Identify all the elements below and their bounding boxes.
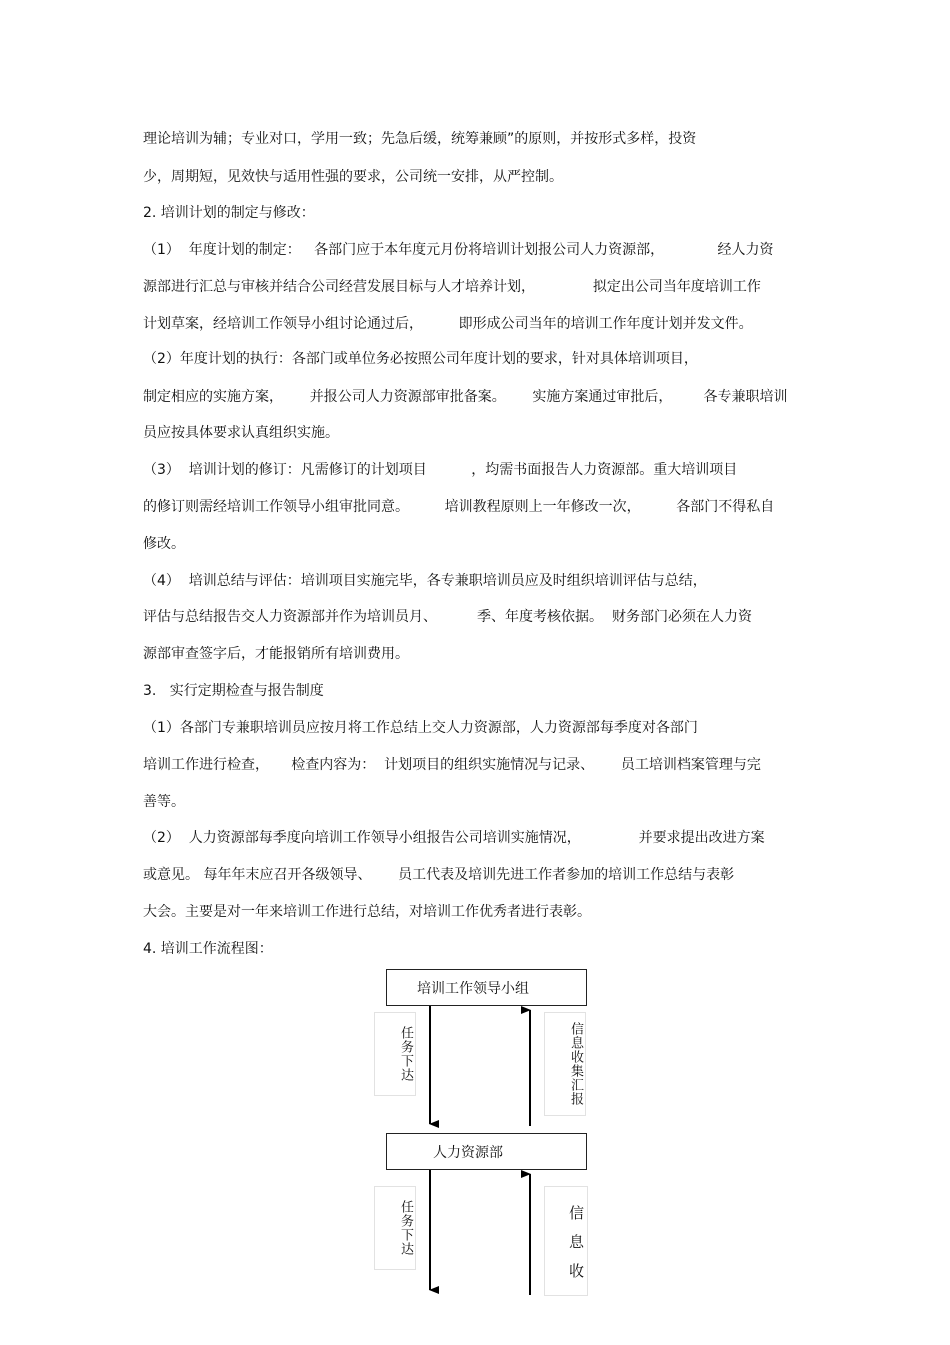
paragraph-line: 评估与总结报告交人力资源部并作为培训员月、 季、年度考核依据。 财务部门必须在人力资 xyxy=(143,609,752,625)
label-info-report-2: 信息收 xyxy=(544,1186,588,1296)
paragraph-line: （3） 培训计划的修订：凡需修订的计划项目 ，均需书面报告人力资源部。重大培训项目 xyxy=(143,462,738,478)
paragraph-line: （2）年度计划的执行：各部门或单位务必按照公司年度计划的要求，针对具体培训项目， xyxy=(143,351,698,367)
paragraph-line: 修改。 xyxy=(143,536,185,552)
box-middle-label: 人力资源部 xyxy=(433,1144,503,1161)
paragraph-line: 制定相应的实施方案， 并报公司人力资源部审批备案。 实施方案通过审批后， 各专兼职培训 xyxy=(143,389,788,405)
label-task-assign-1: 任务下达 xyxy=(374,1012,416,1096)
paragraph-line: （4） 培训总结与评估：培训项目实施完毕，各专兼职培训员应及时组织培训评估与总结， xyxy=(143,573,707,589)
paragraph-line: 计划草案，经培训工作领导小组讨论通过后， 即形成公司当年的培训工作年度计划并发文件。 xyxy=(143,316,753,332)
section-heading: 4. 培训工作流程图： xyxy=(143,941,273,957)
paragraph-line: （2） 人力资源部每季度向培训工作领导小组报告公司培训实施情况， 并要求提出改进方案 xyxy=(143,830,765,846)
paragraph-line: 理论培训为辅；专业对口，学用一致；先急后缓，统筹兼顾”的原则，并按形式多样，投资 xyxy=(143,131,697,147)
paragraph-line: 少，周期短，见效快与适用性强的要求，公司统一安排，从严控制。 xyxy=(143,169,563,185)
paragraph-line: （1）各部门专兼职培训员应按月将工作总结上交人力资源部，人力资源部每季度对各部门 xyxy=(143,720,698,736)
paragraph-line: 或意见。 每年年末应召开各级领导、 员工代表及培训先进工作者参加的培训工作总结与表彰 xyxy=(143,867,735,883)
paragraph-line: 的修订则需经培训工作领导小组审批同意。 培训教程原则上一年修改一次， 各部门不得私自 xyxy=(143,499,775,515)
section-heading: 3. 实行定期检查与报告制度 xyxy=(143,683,324,699)
paragraph-line: 善等。 xyxy=(143,794,185,810)
paragraph-line: 源部审查签字后，才能报销所有培训费用。 xyxy=(143,646,409,662)
paragraph-line: 培训工作进行检查， 检查内容为： 计划项目的组织实施情况与记录、 员工培训档案管理与完 xyxy=(143,757,761,773)
label-task-assign-2: 任务下达 xyxy=(374,1186,416,1270)
box-hr-department xyxy=(386,1133,587,1170)
paragraph-line: 大会。主要是对一年来培训工作进行总结，对培训工作优秀者进行表彰。 xyxy=(143,904,591,920)
box-top-label: 培训工作领导小组 xyxy=(417,980,529,997)
paragraph-line: （1） 年度计划的制定： 各部门应于本年度元月份将培训计划报公司人力资源部， 经人力资 xyxy=(143,242,774,258)
paragraph-line: 源部进行汇总与审核并结合公司经营发展目标与人才培养计划， 拟定出公司当年度培训工作 xyxy=(143,279,761,295)
section-heading: 2. 培训计划的制定与修改： xyxy=(143,205,315,221)
label-info-report-1: 信息收集汇报 xyxy=(544,1012,586,1116)
paragraph-line: 员应按具体要求认真组织实施。 xyxy=(143,425,339,441)
box-training-leadership-group xyxy=(386,969,587,1006)
